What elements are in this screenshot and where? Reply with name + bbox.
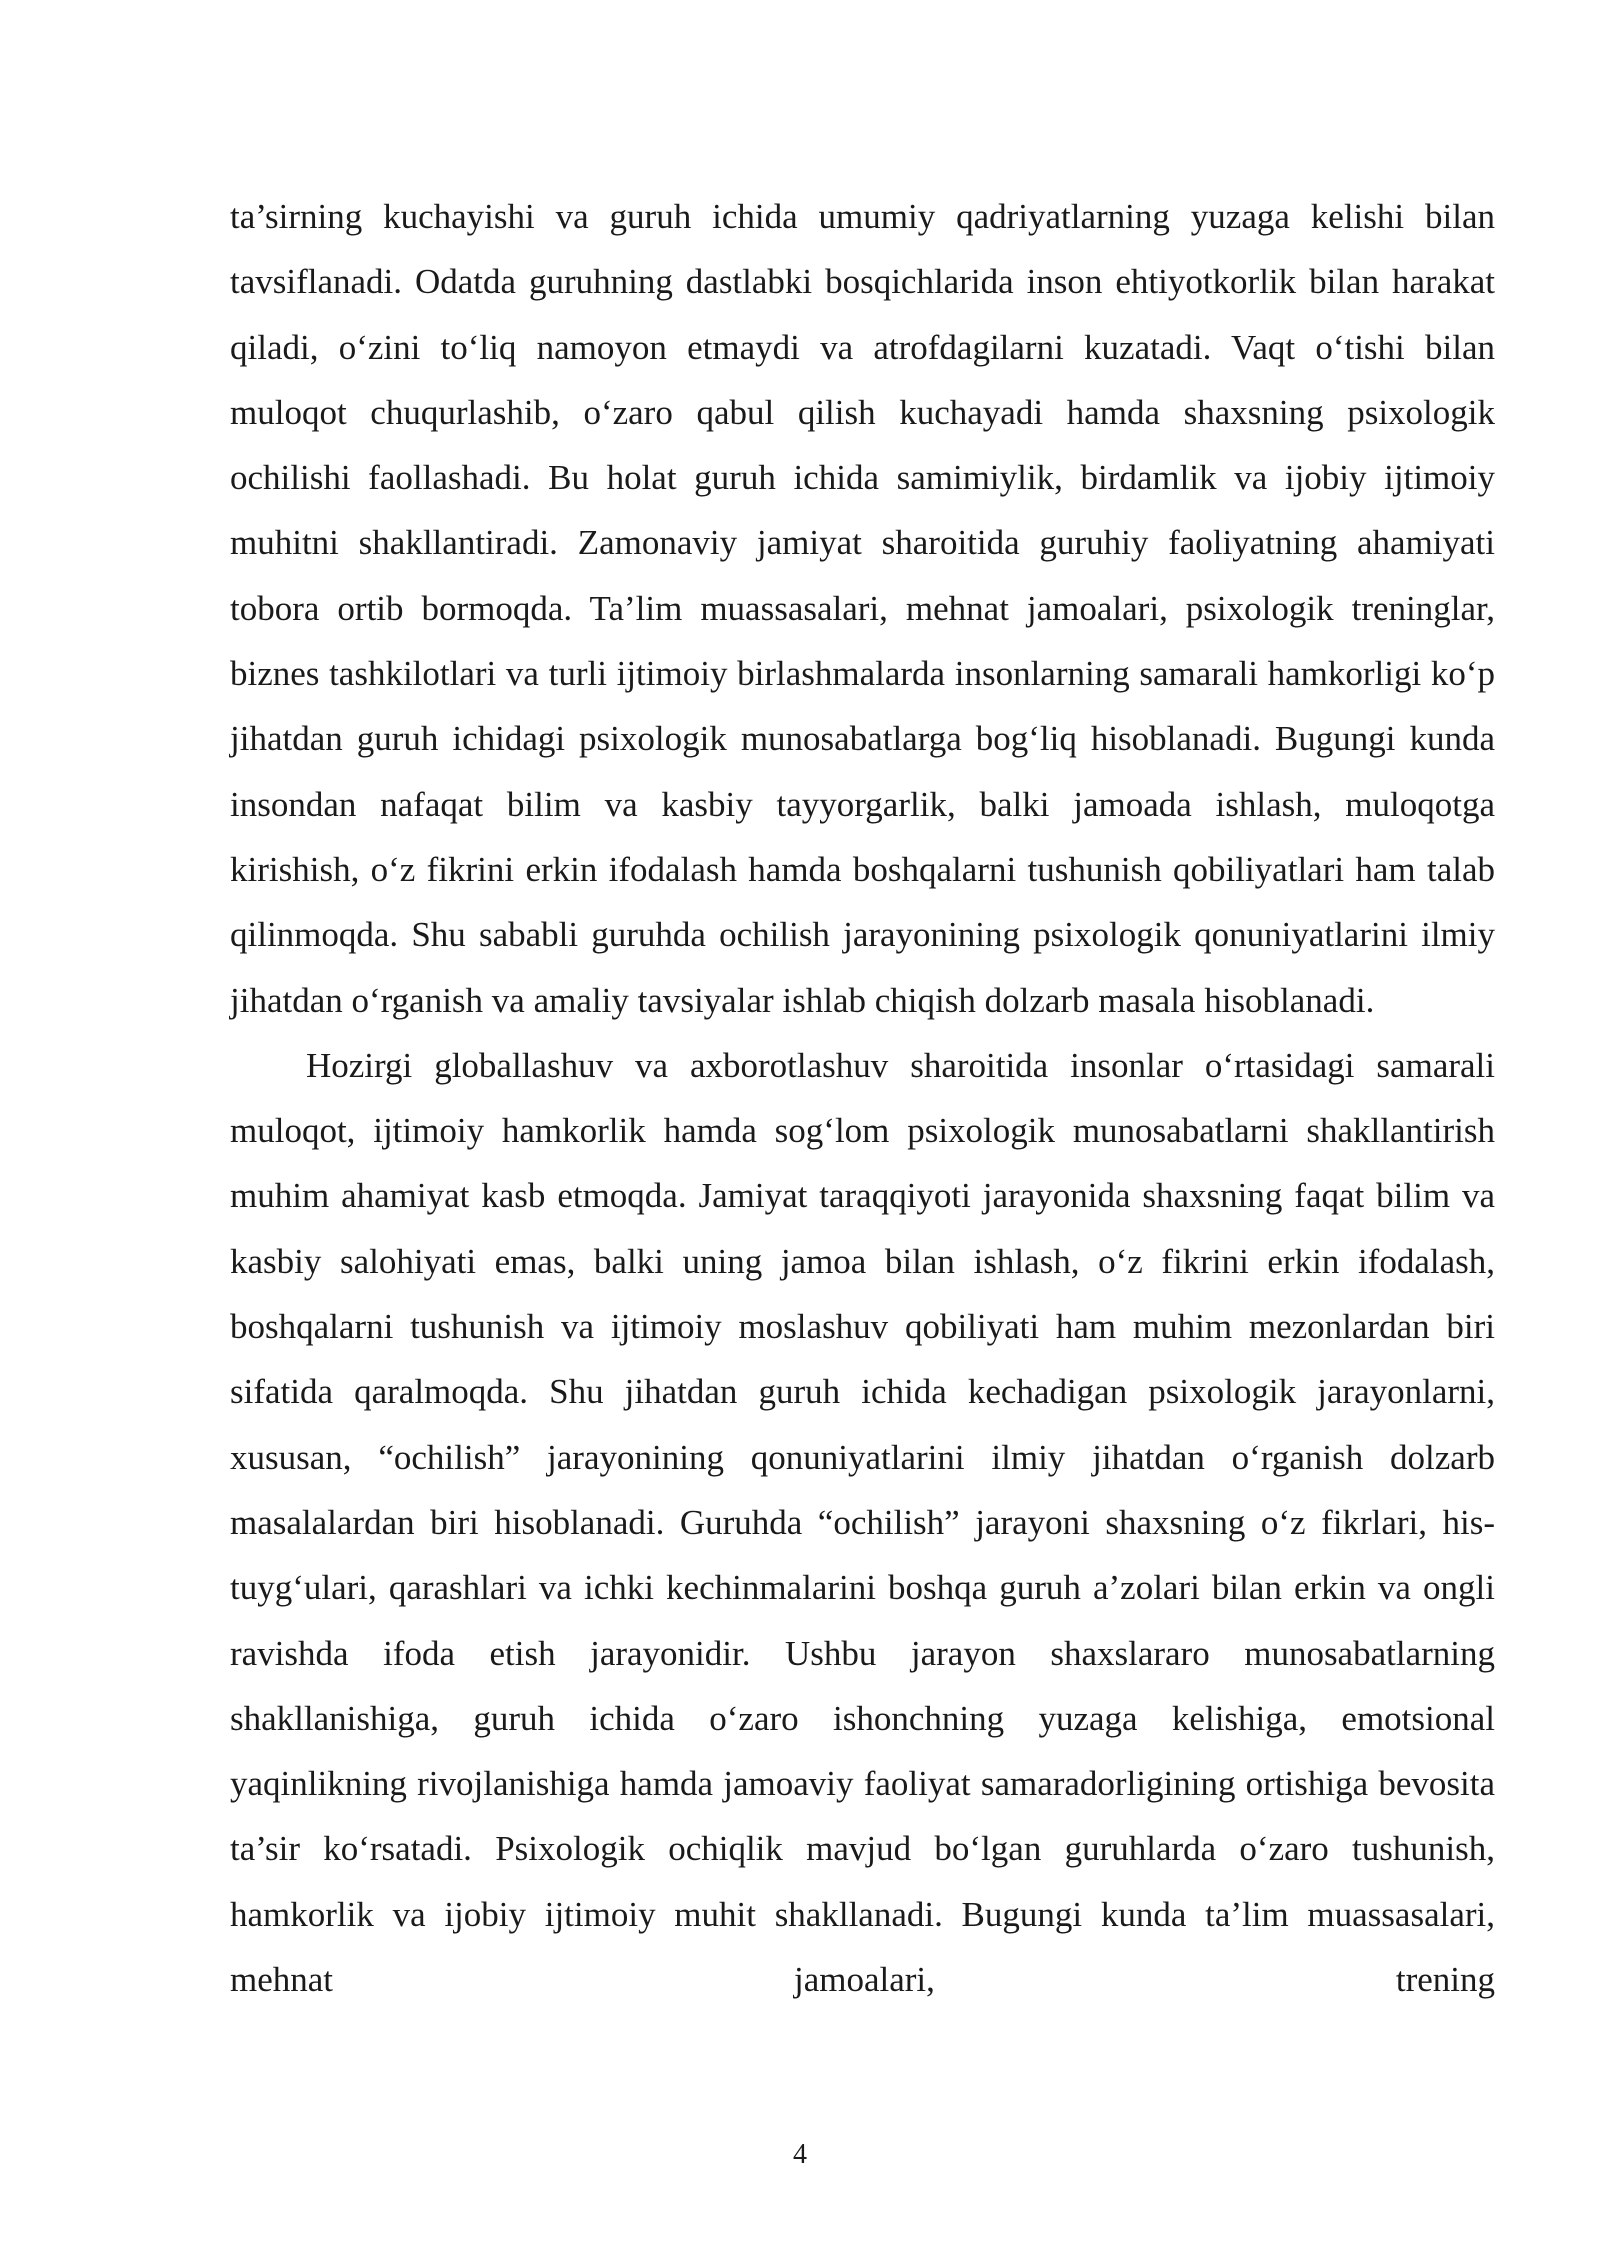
page-number: 4 [793, 2139, 807, 2170]
paragraph-continued: ta’sirning kuchayishi va guruh ichida umumiy qadriyatlarning yuzaga kelishi bilan tavsiflanadi. Odatda guruhning dastlabki bosqichlarida inson ehtiyotkorlik bilan harakat qiladi, o‘zini to‘liq namoyon etmaydi va atrofdagilarni kuzatadi. Vaqt o‘tishi bilan muloqot chuqurlashib, o‘zaro qabul qilish kuchayadi hamda shaxsning psixologik ochilishi faollashadi. Bu holat guruh ichida samimiylik, birdamlik va ijobiy ijtimoiy muhitni shakllantiradi. Zamonaviy jamiyat sharoitida guruhiy faoliyatning ahamiyati tobora ortib bormoqda. Ta’lim muassasalari, mehnat jamoalari, psixologik treninglar, biznes tashkilotlari va turli ijtimoiy birlashmalarda insonlarning samarali hamkorligi ko‘p jihatdan guruh ichidagi psixologik munosabatlarga bog‘liq hisoblanadi. Bugungi kunda insondan nafaqat bilim va kasbiy tayyorgarlik, balki jamoada ishlash, muloqotga kirishish, o‘z fikrini erkin ifodalash hamda boshqalarni tushunish qobiliyatlari ham talab qilinmoqda. Shu sababli guruhda ochilish jarayonining psixologik qonuniyatlarini ilmiy jihatdan o‘rganish va amaliy tavsiyalar ishlab chiqish dolzarb masala hisoblanadi. [230, 197, 1495, 1020]
body-text [230, 184, 1495, 2012]
paragraph-globalization: Hozirgi globallashuv va axborotlashuv sharoitida insonlar o‘rtasidagi samarali muloqot, ijtimoiy hamkorlik hamda sog‘lom psixologik munosabatlarni shakllantirish muhim ahamiyat kasb etmoqda. Jamiyat taraqqiyoti jarayonida shaxsning faqat bilim va kasbiy salohiyati emas, balki uning jamoa bilan ishlash, o‘z fikrini erkin ifodalash, boshqalarni tushunish va ijtimoiy moslashuv qobiliyati ham muhim mezonlardan biri sifatida qaralmoqda. Shu jihatdan guruh ichida kechadigan psixologik jarayonlarni, xususan, “ochilish” jarayonining qonuniyatlarini ilmiy jihatdan o‘rganish dolzarb masalalardan biri hisoblanadi. Guruhda “ochilish” jarayoni shaxsning o‘z fikrlari, his-tuyg‘ulari, qarashlari va ichki kechinmalarini boshqa guruh a’zolari bilan erkin va ongli ravishda ifoda etish jarayonidir. Ushbu jarayon shaxslararo munosabatlarning shakllanishiga, guruh ichida o‘zaro ishonchning yuzaga kelishiga, emotsional yaqinlikning rivojlanishiga hamda jamoaviy faoliyat samaradorligining ortishiga bevosita ta’sir ko‘rsatadi. Psixologik ochiqlik mavjud bo‘lgan guruhlarda o‘zaro tushunish, hamkorlik va ijobiy ijtimoiy muhit shakllanadi. Bugungi kunda ta’lim muassasalari, mehnat jamoalari, trening [230, 1045, 1495, 2000]
